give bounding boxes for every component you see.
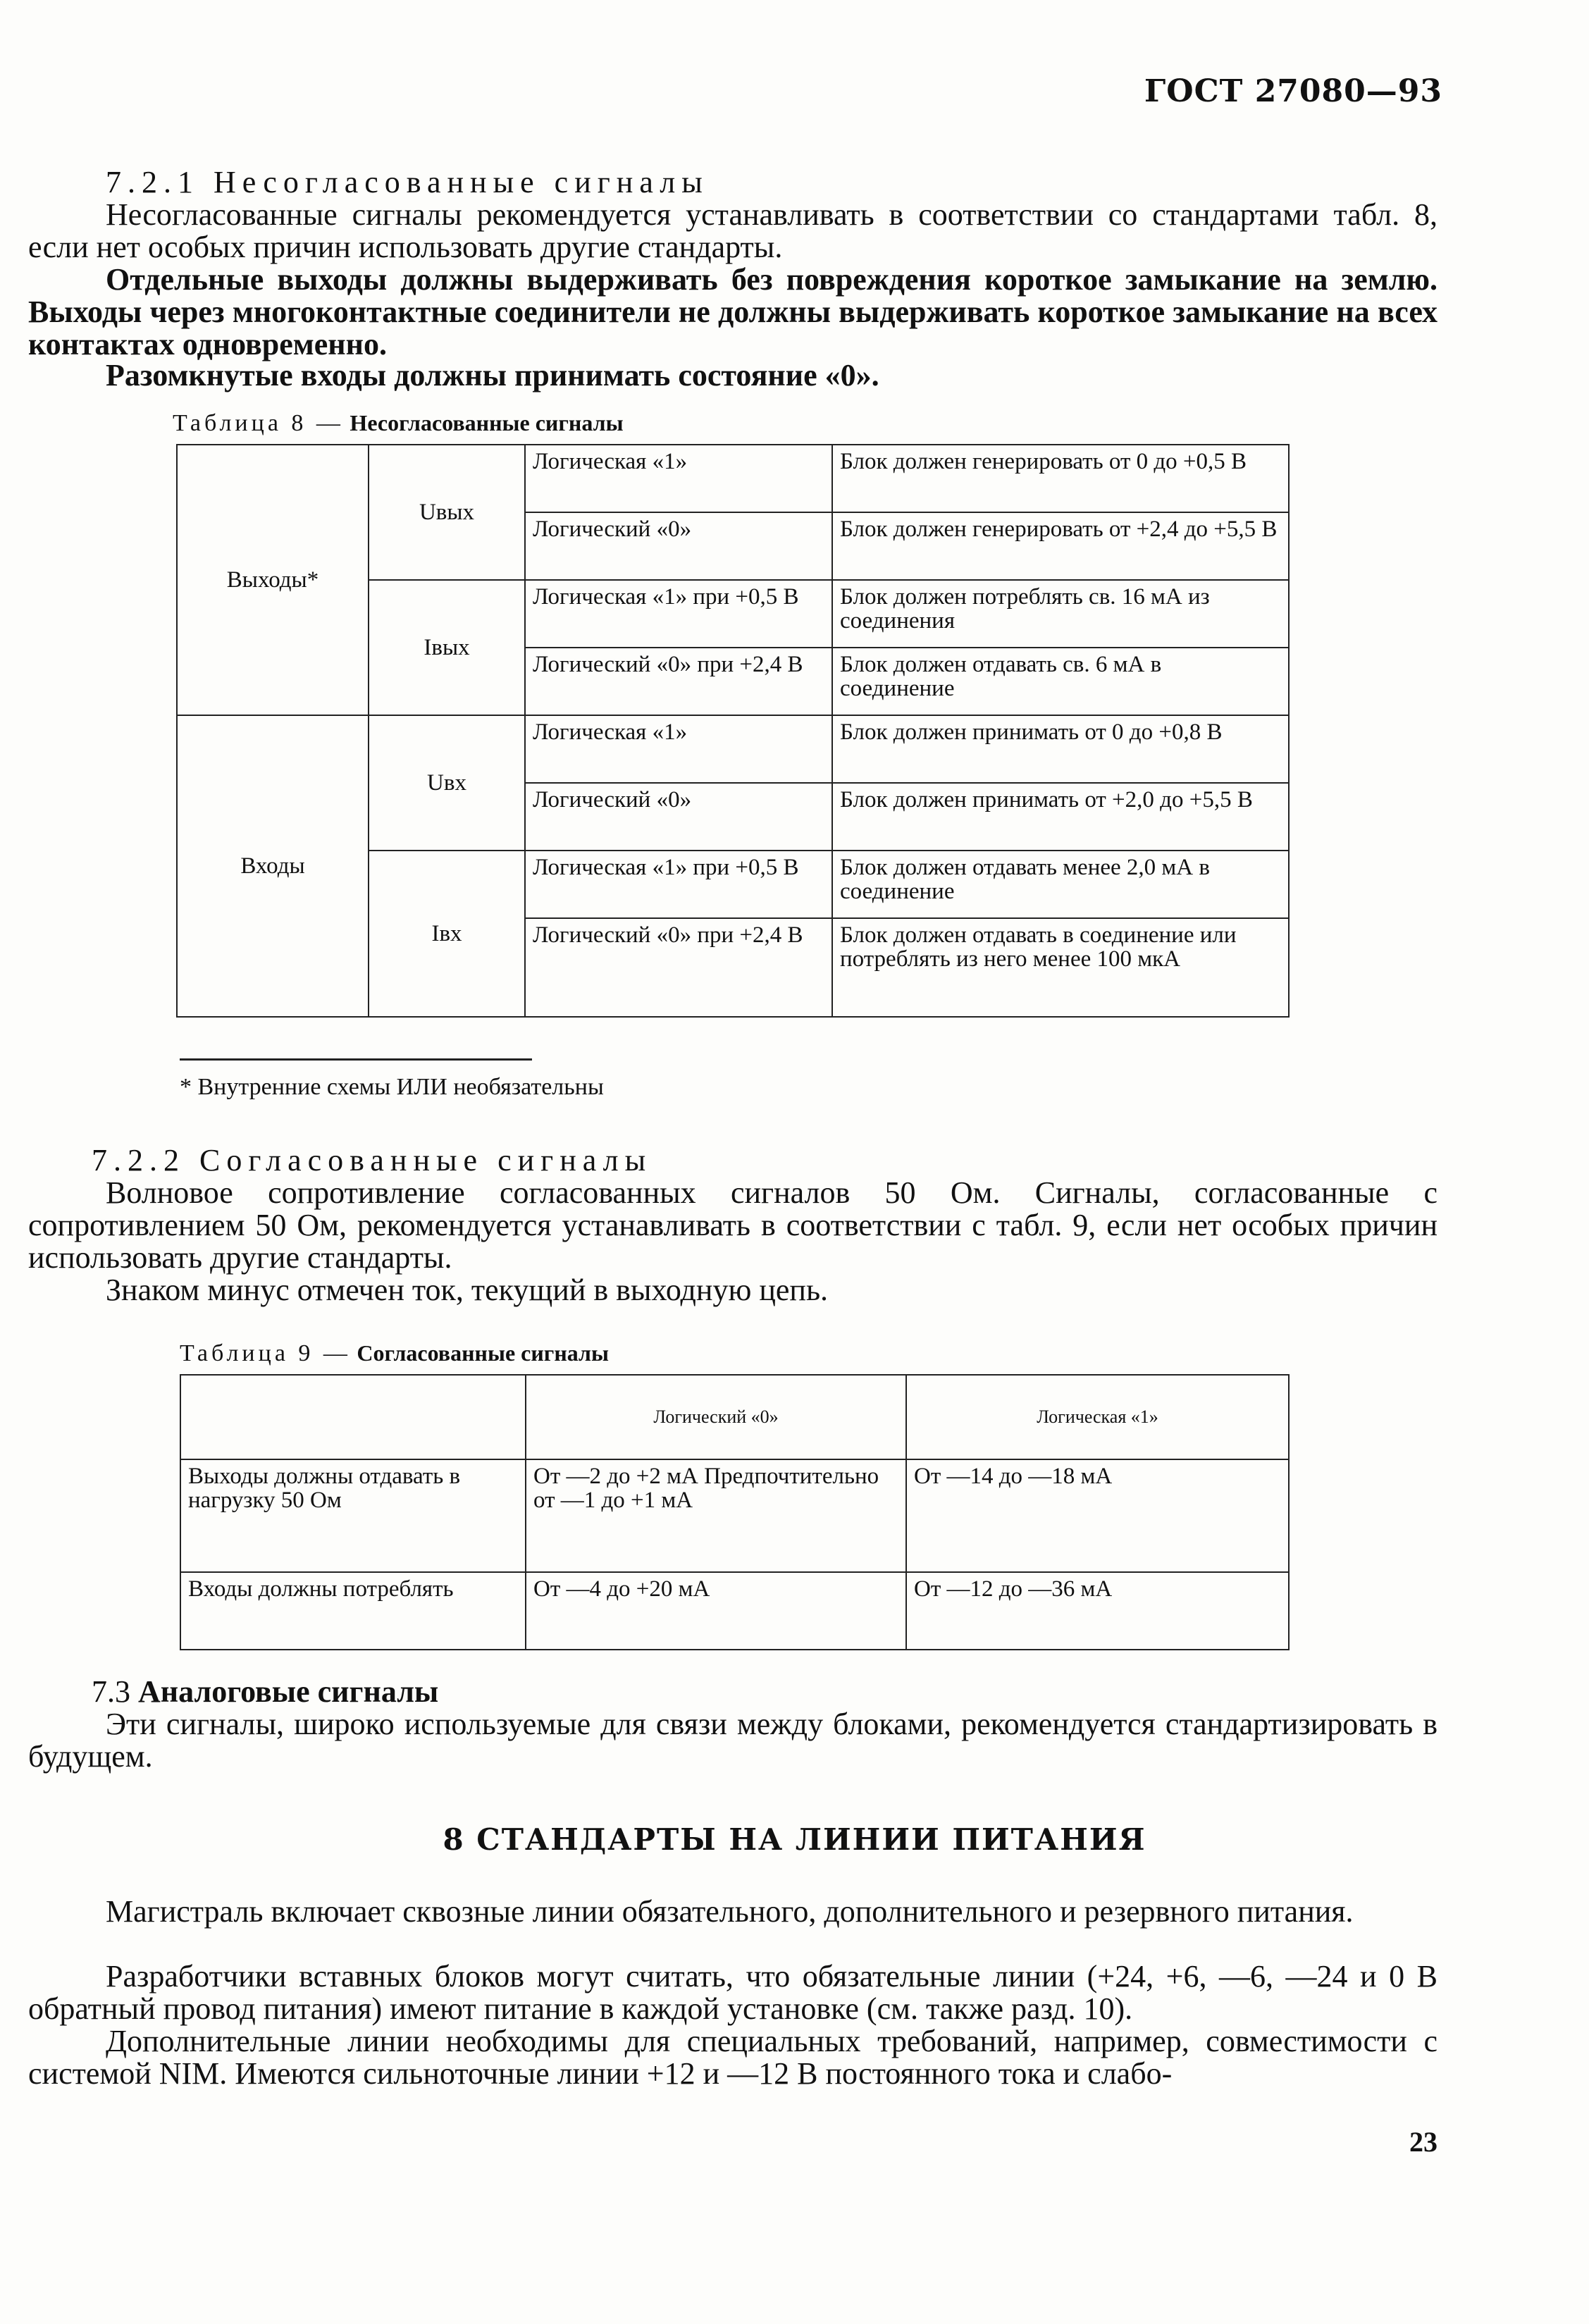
page-number: 23	[1409, 2126, 1437, 2158]
table-8-state-cell: Логическая «1»	[525, 715, 832, 783]
table-8-requirement-cell: Блок должен принимать от +2,0 до +5,5 В	[832, 783, 1289, 851]
table-8-param-i-in: Iвх	[369, 851, 525, 1017]
table-8-param-i-out: Iвых	[369, 580, 525, 715]
section-7-2-2-paragraph-1: Волновое сопротивление согласованных сигналов 50 Ом. Сигналы, согласованные с сопротивлением 50 Ом, рекомендуется устанавливать в соответствии с табл. 9, если нет особых причин использовать другие стандарты.	[28, 1175, 1437, 1275]
section-7-2-1-heading: 7.2.1 Несогласованные сигналы	[106, 165, 709, 199]
table-8-state-cell: Логический «0»	[525, 512, 832, 580]
footnote-rule	[180, 1058, 532, 1061]
table-9-cell-logical-0: От —2 до +2 мА Предпочтительно от —1 до +1 мА	[526, 1459, 906, 1572]
section-7-3-heading: 7.3 Аналоговые сигналы	[92, 1674, 439, 1709]
document-code: ГОСТ 27080—93	[1144, 73, 1442, 109]
section-7-2-1-paragraph-1: Несогласованные сигналы рекомендуется устанавливать в соответствии со стандартами табл. 8, если нет особых причин использовать другие стандарты.	[28, 197, 1437, 264]
table-8-group-outputs: Выходы*	[177, 445, 369, 715]
table-9-header-logical-1: Логическая «1»	[906, 1375, 1289, 1459]
table-8-caption: Таблица 8 — Несогласованные сигналы	[173, 410, 624, 436]
table-8-param-u-in: Uвх	[369, 715, 525, 851]
section-8-paragraph-2: Разработчики вставных блоков могут считать, что обязательные линии (+24, +6, —6, —24 и 0 В обратный провод питания) имеют питание в каждой установке (см. также разд. 10).	[28, 1959, 1437, 2026]
section-7-2-2-heading: 7.2.2 Согласованные сигналы	[92, 1143, 653, 1178]
section-7-2-2-paragraph-2: Знаком минус отмечен ток, текущий в выходную цепь.	[106, 1273, 829, 1307]
table-8	[176, 444, 1290, 1018]
table-8-requirement-cell: Блок должен генерировать от +2,4 до +5,5 В	[832, 512, 1289, 580]
section-7-2-1-paragraph-2: Отдельные выходы должны выдерживать без повреждения короткое замыкание на землю. Выходы через многоконтактные соединители не должны выдерживать короткое замыкание на всех контактах одновременно.	[28, 262, 1437, 361]
table-8-state-cell: Логическая «1» при +0,5 В	[525, 580, 832, 648]
section-8-paragraph-3: Дополнительные линии необходимы для специальных требований, например, совместимости с системой NIM. Имеются сильноточные линии +12 и —12 В постоянного тока и слабо-	[28, 2024, 1437, 2091]
table-8-state-cell: Логический «0» при +2,4 В	[525, 918, 832, 1017]
table-9-corner-cell	[180, 1375, 526, 1459]
table-9-row-label: Выходы должны отдавать в нагрузку 50 Ом	[180, 1459, 526, 1572]
table-8-state-cell: Логическая «1»	[525, 445, 832, 512]
table-8-param-u-out: Uвых	[369, 445, 525, 580]
section-7-2-1-paragraph-3: Разомкнутые входы должны принимать состояние «0».	[106, 358, 879, 393]
table-9-caption: Таблица 9 — Согласованные сигналы	[180, 1340, 609, 1366]
table-9-cell-logical-0: От —4 до +20 мА	[526, 1572, 906, 1650]
table-8-requirement-cell: Блок должен отдавать менее 2,0 мА в соединение	[832, 851, 1289, 918]
table-9-row-label: Входы должны потреблять	[180, 1572, 526, 1650]
table-8-requirement-cell: Блок должен отдавать св. 6 мА в соединение	[832, 648, 1289, 715]
table-8-state-cell: Логический «0»	[525, 783, 832, 851]
table-9-cell-logical-1: От —14 до —18 мА	[906, 1459, 1289, 1572]
table-8-requirement-cell: Блок должен потреблять св. 16 мА из соединения	[832, 580, 1289, 648]
table-9-header-logical-0: Логический «0»	[526, 1375, 906, 1459]
table-8-footnote: * Внутренние схемы ИЛИ необязательны	[180, 1074, 604, 1100]
table-8-state-cell: Логическая «1» при +0,5 В	[525, 851, 832, 918]
table-8-group-inputs: Входы	[177, 715, 369, 1017]
table-9-cell-logical-1: От —12 до —36 мА	[906, 1572, 1289, 1650]
table-9	[180, 1374, 1290, 1650]
section-8-title: 8 СТАНДАРТЫ НА ЛИНИИ ПИТАНИЯ	[443, 1822, 1146, 1857]
section-7-3-paragraph: Эти сигналы, широко используемые для связи между блоками, рекомендуется стандартизировать в будущем.	[28, 1707, 1437, 1774]
table-8-requirement-cell: Блок должен принимать от 0 до +0,8 В	[832, 715, 1289, 783]
table-8-requirement-cell: Блок должен отдавать в соединение или потреблять из него менее 100 мкА	[832, 918, 1289, 1017]
table-8-requirement-cell: Блок должен генерировать от 0 до +0,5 В	[832, 445, 1289, 512]
table-8-state-cell: Логический «0» при +2,4 В	[525, 648, 832, 715]
section-8-paragraph-1: Магистраль включает сквозные линии обязательного, дополнительного и резервного питания.	[106, 1894, 1354, 1929]
